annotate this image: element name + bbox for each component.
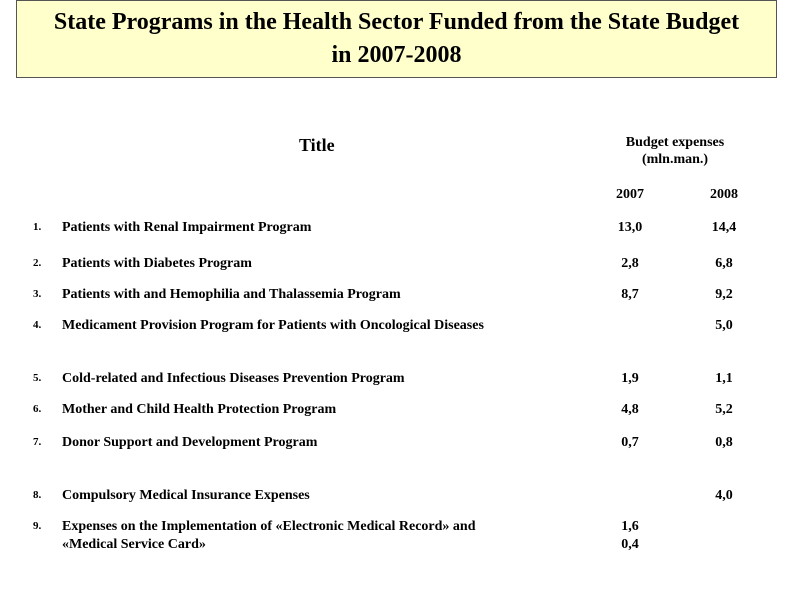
program-name: Mother and Child Health Protection Program xyxy=(62,402,337,417)
value-2008: 5,2 xyxy=(715,402,733,417)
program-name xyxy=(62,518,562,554)
program-name-line2: «Medical Service Card» xyxy=(62,537,206,552)
program-name: Medicament Provision Program for Patients with Oncological Diseases xyxy=(62,318,484,333)
program-name: Cold-related and Infectious Diseases Prevention Program xyxy=(62,371,405,386)
value-2007: 0,7 xyxy=(621,435,639,450)
program-name: Patients with Renal Impairment Program xyxy=(62,220,312,235)
row-number: 6. xyxy=(33,403,42,415)
value-2007 xyxy=(605,518,655,554)
program-name: Compulsory Medical Insurance Expenses xyxy=(62,488,310,503)
value-2008: 0,8 xyxy=(715,435,733,450)
value-2008: 6,8 xyxy=(715,256,733,271)
row-number: 7. xyxy=(33,436,42,448)
column-header-budget xyxy=(600,134,750,168)
value-2008: 14,4 xyxy=(711,220,737,235)
row-number: 1. xyxy=(33,221,42,233)
row-number: 3. xyxy=(33,288,42,300)
value-2007: 1,9 xyxy=(621,371,639,386)
row-number: 5. xyxy=(33,372,42,384)
value-2008: 5,0 xyxy=(715,318,733,333)
title-banner xyxy=(16,0,777,78)
value-2007: 4,8 xyxy=(621,402,639,417)
value-2007: 13,0 xyxy=(617,220,643,235)
value-2007: 2,8 xyxy=(621,256,639,271)
program-name-line1: Expenses on the Implementation of «Electronic Medical Record» and xyxy=(62,519,476,534)
column-header-title: Title xyxy=(299,135,335,155)
year-header-2008: 2008 xyxy=(710,187,738,202)
program-name: Donor Support and Development Program xyxy=(62,435,318,450)
row-number: 4. xyxy=(33,319,42,331)
row-number: 2. xyxy=(33,257,42,269)
value-2007: 8,7 xyxy=(621,287,639,302)
budget-header-line1: Budget expenses xyxy=(625,135,725,150)
program-name: Patients with Diabetes Program xyxy=(62,256,252,271)
value-2008: 9,2 xyxy=(715,287,733,302)
value-2008: 1,1 xyxy=(715,371,733,386)
row-number: 9. xyxy=(33,520,42,532)
year-header-2007: 2007 xyxy=(616,187,644,202)
value-2008: 4,0 xyxy=(715,488,733,503)
page-title: State Programs in the Health Sector Funded from the State Budget in 2007-2008 xyxy=(53,9,740,68)
budget-header-line2: (mln.man.) xyxy=(641,152,709,167)
value-2007-line1: 1,6 xyxy=(621,519,639,534)
row-number: 8. xyxy=(33,489,42,501)
program-name: Patients with and Hemophilia and Thalassemia Program xyxy=(62,287,401,302)
value-2007-line2: 0,4 xyxy=(621,537,639,552)
